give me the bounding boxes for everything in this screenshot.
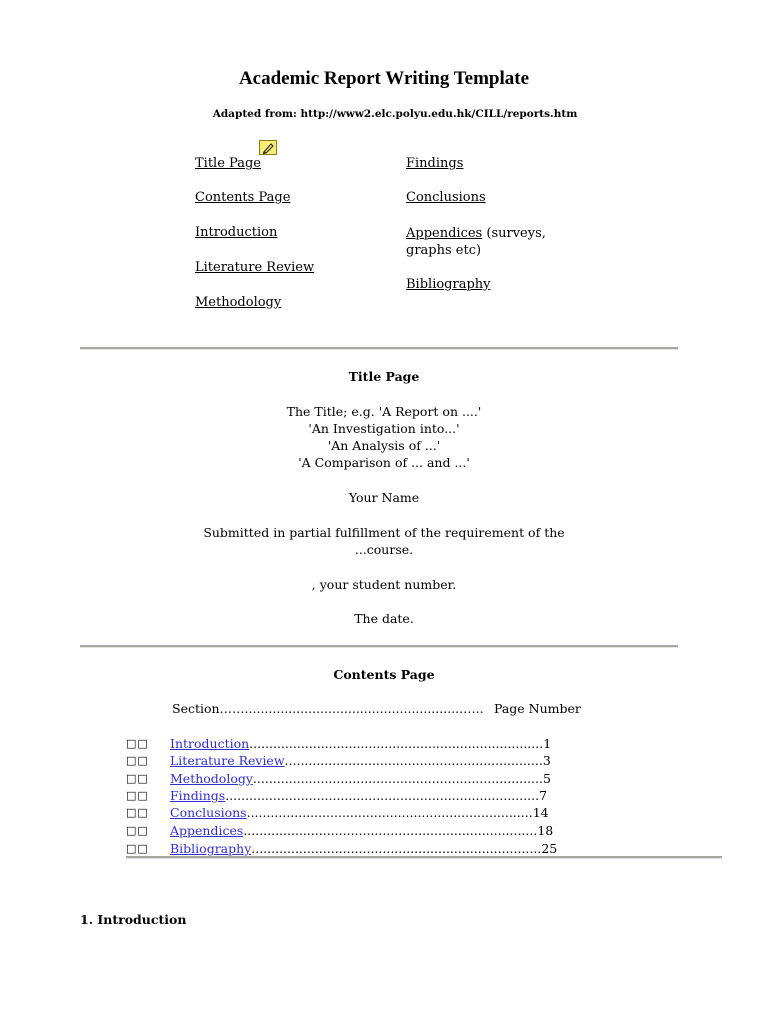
- checkbox-bullets-icon: □□: [126, 842, 149, 855]
- checkbox-bullets-icon: □□: [126, 806, 149, 819]
- your-name: Your Name: [348, 490, 420, 505]
- nav-link-findings[interactable]: Findings: [406, 156, 464, 171]
- toc-page-number: 25: [541, 841, 558, 856]
- toc-page-number: 7: [539, 788, 548, 803]
- nav-link-conclusions[interactable]: Conclusions: [406, 190, 486, 205]
- nav-link-introduction[interactable]: Introduction: [195, 225, 278, 240]
- nav-link-literature-review[interactable]: Literature Review: [195, 260, 315, 275]
- toc-link-literature-review[interactable]: Literature Review: [170, 753, 285, 768]
- toc-section-header: Section…….......................................................…..: [172, 701, 484, 716]
- submitted-line-1: Submitted in partial fulfillment of the requirement of the: [203, 525, 565, 540]
- toc-page-number: 1: [543, 736, 552, 751]
- student-number: , your student number.: [311, 577, 457, 592]
- toc-dots: ..........................................................................: [249, 736, 544, 751]
- checkbox-bullets-icon: □□: [126, 789, 149, 802]
- toc-link-appendices[interactable]: Appendices: [170, 823, 244, 838]
- nav-link-title-page[interactable]: Title Page: [195, 156, 261, 171]
- toc-row: [126, 770, 551, 787]
- toc-dots: ........................................................................: [246, 805, 533, 820]
- title-example-2: 'An Investigation into...': [308, 421, 460, 436]
- title-example-3: 'An Analysis of ...': [327, 438, 441, 453]
- toc-page-number: 3: [542, 753, 551, 768]
- toc-dots: ..........................................................................: [243, 823, 538, 838]
- checkbox-bullets-icon: □□: [126, 824, 149, 837]
- toc-link-bibliography[interactable]: Bibliography: [170, 841, 252, 856]
- toc-row: [126, 822, 553, 839]
- divider: [80, 645, 678, 648]
- checkbox-bullets-icon: □□: [126, 737, 149, 750]
- nav-link-contents-page[interactable]: Contents Page: [195, 190, 291, 205]
- title-example-1: The Title; e.g. 'A Report on ....': [286, 404, 482, 419]
- checkbox-bullets-icon: □□: [126, 772, 149, 785]
- toc-row: [126, 804, 549, 821]
- document-title: Academic Report Writing Template: [238, 68, 530, 89]
- adapted-from-line: Adapted from: http://www2.elc.polyu.edu.hk/CILL/reports.htm: [212, 108, 578, 120]
- contents-page-heading: Contents Page: [333, 667, 435, 682]
- checkbox-bullets-icon: □□: [126, 754, 149, 767]
- toc-page-number-header: Page Number: [494, 701, 581, 716]
- title-page-heading: Title Page: [348, 369, 420, 384]
- toc-page-number: 5: [542, 771, 551, 786]
- toc-dots: .........................................................................: [251, 841, 542, 856]
- toc-link-introduction[interactable]: Introduction: [170, 736, 250, 751]
- the-date: The date.: [354, 611, 414, 626]
- appendices-note: (surveys, graphs etc): [406, 226, 546, 258]
- divider: [126, 856, 722, 859]
- toc-row: [126, 787, 547, 804]
- submitted-line-2: ...course.: [354, 542, 414, 557]
- toc-link-methodology[interactable]: Methodology: [170, 771, 253, 786]
- toc-link-conclusions[interactable]: Conclusions: [170, 805, 247, 820]
- nav-link-methodology[interactable]: Methodology: [195, 295, 282, 310]
- introduction-heading: 1. Introduction: [80, 912, 187, 927]
- appendices-entry: [406, 225, 588, 259]
- edit-pencil-icon[interactable]: [259, 140, 277, 155]
- nav-link-appendices[interactable]: Appendices: [406, 226, 483, 241]
- toc-page-number: 14: [532, 805, 549, 820]
- nav-link-bibliography[interactable]: Bibliography: [406, 277, 491, 292]
- toc-dots: ...............................................................................: [225, 788, 540, 803]
- divider: [80, 347, 678, 350]
- title-example-4: 'A Comparison of ... and ...': [298, 455, 470, 470]
- toc-row: [126, 752, 551, 769]
- toc-page-number: 18: [537, 823, 554, 838]
- toc-dots: .........................................................................: [252, 771, 543, 786]
- toc-row: [126, 840, 557, 857]
- toc-row: [126, 735, 551, 752]
- toc-dots: .................................................................: [284, 753, 543, 768]
- toc-link-findings[interactable]: Findings: [170, 788, 226, 803]
